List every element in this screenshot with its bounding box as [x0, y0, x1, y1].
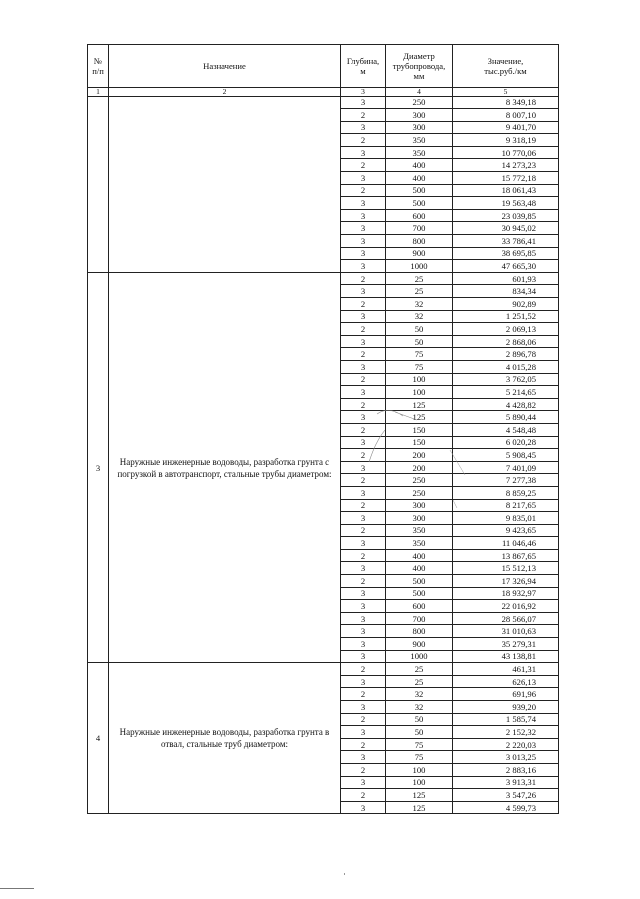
header-row [88, 45, 559, 88]
diameter-cell: 200 [386, 449, 453, 462]
diameter-cell: 600 [386, 209, 453, 222]
depth-cell: 3 [341, 486, 386, 499]
table-row [88, 663, 559, 676]
item-number [88, 96, 109, 272]
value-cell: 22 016,92 [453, 600, 559, 613]
value-cell: 19 563,48 [453, 197, 559, 210]
column-number-row [88, 88, 559, 97]
value-cell: 18 932,97 [453, 587, 559, 600]
diameter-cell: 125 [386, 411, 453, 424]
diameter-cell: 800 [386, 625, 453, 638]
value-cell: 4 599,73 [453, 801, 559, 814]
value-cell: 18 061,43 [453, 184, 559, 197]
column-number: 4 [386, 88, 453, 97]
depth-cell: 3 [341, 625, 386, 638]
table-row [88, 272, 559, 285]
diameter-cell: 300 [386, 121, 453, 134]
depth-cell: 3 [341, 726, 386, 739]
depth-cell: 2 [341, 109, 386, 122]
diameter-cell: 32 [386, 298, 453, 311]
diameter-cell: 150 [386, 423, 453, 436]
column-number: 1 [88, 88, 109, 97]
value-cell: 7 277,38 [453, 474, 559, 487]
diameter-cell: 125 [386, 398, 453, 411]
depth-cell: 2 [341, 474, 386, 487]
diameter-cell: 500 [386, 575, 453, 588]
diameter-cell: 75 [386, 348, 453, 361]
diameter-cell: 25 [386, 285, 453, 298]
depth-cell: 2 [341, 738, 386, 751]
value-cell: 8 007,10 [453, 109, 559, 122]
value-cell: 9 835,01 [453, 512, 559, 525]
diameter-cell: 50 [386, 713, 453, 726]
depth-cell: 3 [341, 562, 386, 575]
depth-cell: 2 [341, 449, 386, 462]
value-cell: 5 890,44 [453, 411, 559, 424]
footer-rule [0, 888, 34, 889]
depth-cell: 3 [341, 146, 386, 159]
column-number: 2 [109, 88, 341, 97]
value-cell: 17 326,94 [453, 575, 559, 588]
depth-cell: 2 [341, 499, 386, 512]
value-cell: 30 945,02 [453, 222, 559, 235]
diameter-cell: 75 [386, 738, 453, 751]
depth-cell: 2 [341, 323, 386, 336]
header-purpose: Назначение [109, 45, 341, 88]
depth-cell: 2 [341, 298, 386, 311]
diameter-cell: 1000 [386, 260, 453, 273]
depth-cell: 2 [341, 789, 386, 802]
value-cell: 28 566,07 [453, 612, 559, 625]
depth-cell: 2 [341, 688, 386, 701]
pipeline-cost-table [87, 44, 559, 814]
value-cell: 5 214,65 [453, 386, 559, 399]
depth-cell: 3 [341, 335, 386, 348]
value-cell: 7 401,09 [453, 461, 559, 474]
diameter-cell: 500 [386, 184, 453, 197]
item-purpose: Наружные инженерные водоводы, разработка грунта в отвал, стальные труб диаметром: [109, 663, 341, 814]
depth-cell: 3 [341, 751, 386, 764]
depth-cell: 3 [341, 360, 386, 373]
value-cell: 35 279,31 [453, 638, 559, 651]
depth-cell: 2 [341, 373, 386, 386]
value-cell: 9 401,70 [453, 121, 559, 134]
value-cell: 4 015,28 [453, 360, 559, 373]
diameter-cell: 900 [386, 247, 453, 260]
diameter-cell: 500 [386, 197, 453, 210]
header-value: Значение, тыс.руб./км [453, 45, 559, 88]
diameter-cell: 75 [386, 751, 453, 764]
diameter-cell: 32 [386, 310, 453, 323]
value-cell: 691,96 [453, 688, 559, 701]
depth-cell: 3 [341, 587, 386, 600]
depth-cell: 2 [341, 524, 386, 537]
diameter-cell: 125 [386, 801, 453, 814]
value-cell: 38 695,85 [453, 247, 559, 260]
item-purpose: Наружные инженерные водоводы, разработка грунта с погрузкой в автотранспорт, стальные трубы диаметром: [109, 272, 341, 662]
diameter-cell: 250 [386, 96, 453, 109]
diameter-cell: 125 [386, 789, 453, 802]
table-row [88, 96, 559, 109]
diameter-cell: 50 [386, 335, 453, 348]
depth-cell: 3 [341, 650, 386, 663]
value-cell: 461,31 [453, 663, 559, 676]
value-cell: 23 039,85 [453, 209, 559, 222]
diameter-cell: 700 [386, 222, 453, 235]
value-cell: 601,93 [453, 272, 559, 285]
depth-cell: 3 [341, 386, 386, 399]
diameter-cell: 350 [386, 537, 453, 550]
column-number: 5 [453, 88, 559, 97]
depth-cell: 3 [341, 638, 386, 651]
value-cell: 3 013,25 [453, 751, 559, 764]
table-body [88, 96, 559, 814]
header-depth: Глубина, м [341, 45, 386, 88]
value-cell: 13 867,65 [453, 549, 559, 562]
diameter-cell: 350 [386, 134, 453, 147]
value-cell: 10 770,06 [453, 146, 559, 159]
value-cell: 14 273,23 [453, 159, 559, 172]
value-cell: 5 908,45 [453, 449, 559, 462]
pen-scribble-mark [355, 400, 485, 600]
depth-cell: 3 [341, 512, 386, 525]
value-cell: 11 046,46 [453, 537, 559, 550]
depth-cell: 2 [341, 713, 386, 726]
header-num: № п/п [88, 45, 109, 88]
diameter-cell: 200 [386, 461, 453, 474]
depth-cell: 2 [341, 423, 386, 436]
diameter-cell: 32 [386, 701, 453, 714]
diameter-cell: 900 [386, 638, 453, 651]
depth-cell: 3 [341, 222, 386, 235]
diameter-cell: 350 [386, 524, 453, 537]
diameter-cell: 600 [386, 600, 453, 613]
depth-cell: 2 [341, 348, 386, 361]
value-cell: 15 772,18 [453, 172, 559, 185]
depth-cell: 3 [341, 209, 386, 222]
diameter-cell: 25 [386, 663, 453, 676]
diameter-cell: 300 [386, 499, 453, 512]
value-cell: 939,20 [453, 701, 559, 714]
diameter-cell: 300 [386, 512, 453, 525]
header-diameter: Диаметр трубопровода, мм [386, 45, 453, 88]
page-speck [344, 873, 345, 875]
diameter-cell: 100 [386, 386, 453, 399]
depth-cell: 3 [341, 96, 386, 109]
depth-cell: 2 [341, 549, 386, 562]
diameter-cell: 400 [386, 549, 453, 562]
diameter-cell: 400 [386, 562, 453, 575]
depth-cell: 3 [341, 612, 386, 625]
diameter-cell: 25 [386, 675, 453, 688]
diameter-cell: 100 [386, 776, 453, 789]
depth-cell: 3 [341, 701, 386, 714]
depth-cell: 3 [341, 172, 386, 185]
value-cell: 33 786,41 [453, 235, 559, 248]
value-cell: 4 428,82 [453, 398, 559, 411]
value-cell: 1 251,52 [453, 310, 559, 323]
depth-cell: 3 [341, 537, 386, 550]
value-cell: 902,89 [453, 298, 559, 311]
value-cell: 2 220,03 [453, 738, 559, 751]
depth-cell: 2 [341, 272, 386, 285]
depth-cell: 2 [341, 134, 386, 147]
depth-cell: 3 [341, 260, 386, 273]
value-cell: 8 859,25 [453, 486, 559, 499]
depth-cell: 3 [341, 235, 386, 248]
value-cell: 8 217,65 [453, 499, 559, 512]
depth-cell: 2 [341, 159, 386, 172]
value-cell: 2 896,78 [453, 348, 559, 361]
depth-cell: 3 [341, 436, 386, 449]
diameter-cell: 1000 [386, 650, 453, 663]
depth-cell: 3 [341, 197, 386, 210]
value-cell: 2 069,13 [453, 323, 559, 336]
value-cell: 3 913,31 [453, 776, 559, 789]
value-cell: 3 762,05 [453, 373, 559, 386]
depth-cell: 2 [341, 575, 386, 588]
depth-cell: 3 [341, 600, 386, 613]
value-cell: 2 868,06 [453, 335, 559, 348]
item-number: 4 [88, 663, 109, 814]
value-cell: 6 020,28 [453, 436, 559, 449]
depth-cell: 3 [341, 285, 386, 298]
depth-cell: 3 [341, 776, 386, 789]
diameter-cell: 300 [386, 109, 453, 122]
depth-cell: 3 [341, 675, 386, 688]
depth-cell: 2 [341, 184, 386, 197]
item-number: 3 [88, 272, 109, 662]
diameter-cell: 25 [386, 272, 453, 285]
value-cell: 43 138,81 [453, 650, 559, 663]
value-cell: 2 883,16 [453, 763, 559, 776]
value-cell: 9 318,19 [453, 134, 559, 147]
value-cell: 31 010,63 [453, 625, 559, 638]
depth-cell: 3 [341, 121, 386, 134]
diameter-cell: 250 [386, 474, 453, 487]
diameter-cell: 100 [386, 763, 453, 776]
diameter-cell: 400 [386, 172, 453, 185]
column-number: 3 [341, 88, 386, 97]
value-cell: 834,34 [453, 285, 559, 298]
depth-cell: 3 [341, 411, 386, 424]
diameter-cell: 100 [386, 373, 453, 386]
depth-cell: 2 [341, 663, 386, 676]
value-cell: 15 512,13 [453, 562, 559, 575]
diameter-cell: 500 [386, 587, 453, 600]
diameter-cell: 50 [386, 323, 453, 336]
item-purpose [109, 96, 341, 272]
table-header [88, 45, 559, 97]
value-cell: 2 152,32 [453, 726, 559, 739]
value-cell: 1 585,74 [453, 713, 559, 726]
value-cell: 8 349,18 [453, 96, 559, 109]
diameter-cell: 50 [386, 726, 453, 739]
value-cell: 9 423,65 [453, 524, 559, 537]
value-cell: 47 665,30 [453, 260, 559, 273]
depth-cell: 2 [341, 398, 386, 411]
diameter-cell: 800 [386, 235, 453, 248]
diameter-cell: 350 [386, 146, 453, 159]
depth-cell: 3 [341, 801, 386, 814]
value-cell: 4 548,48 [453, 423, 559, 436]
depth-cell: 3 [341, 461, 386, 474]
diameter-cell: 400 [386, 159, 453, 172]
diameter-cell: 75 [386, 360, 453, 373]
value-cell: 626,13 [453, 675, 559, 688]
depth-cell: 3 [341, 247, 386, 260]
depth-cell: 3 [341, 310, 386, 323]
diameter-cell: 32 [386, 688, 453, 701]
diameter-cell: 700 [386, 612, 453, 625]
value-cell: 3 547,26 [453, 789, 559, 802]
diameter-cell: 150 [386, 436, 453, 449]
depth-cell: 2 [341, 763, 386, 776]
diameter-cell: 250 [386, 486, 453, 499]
